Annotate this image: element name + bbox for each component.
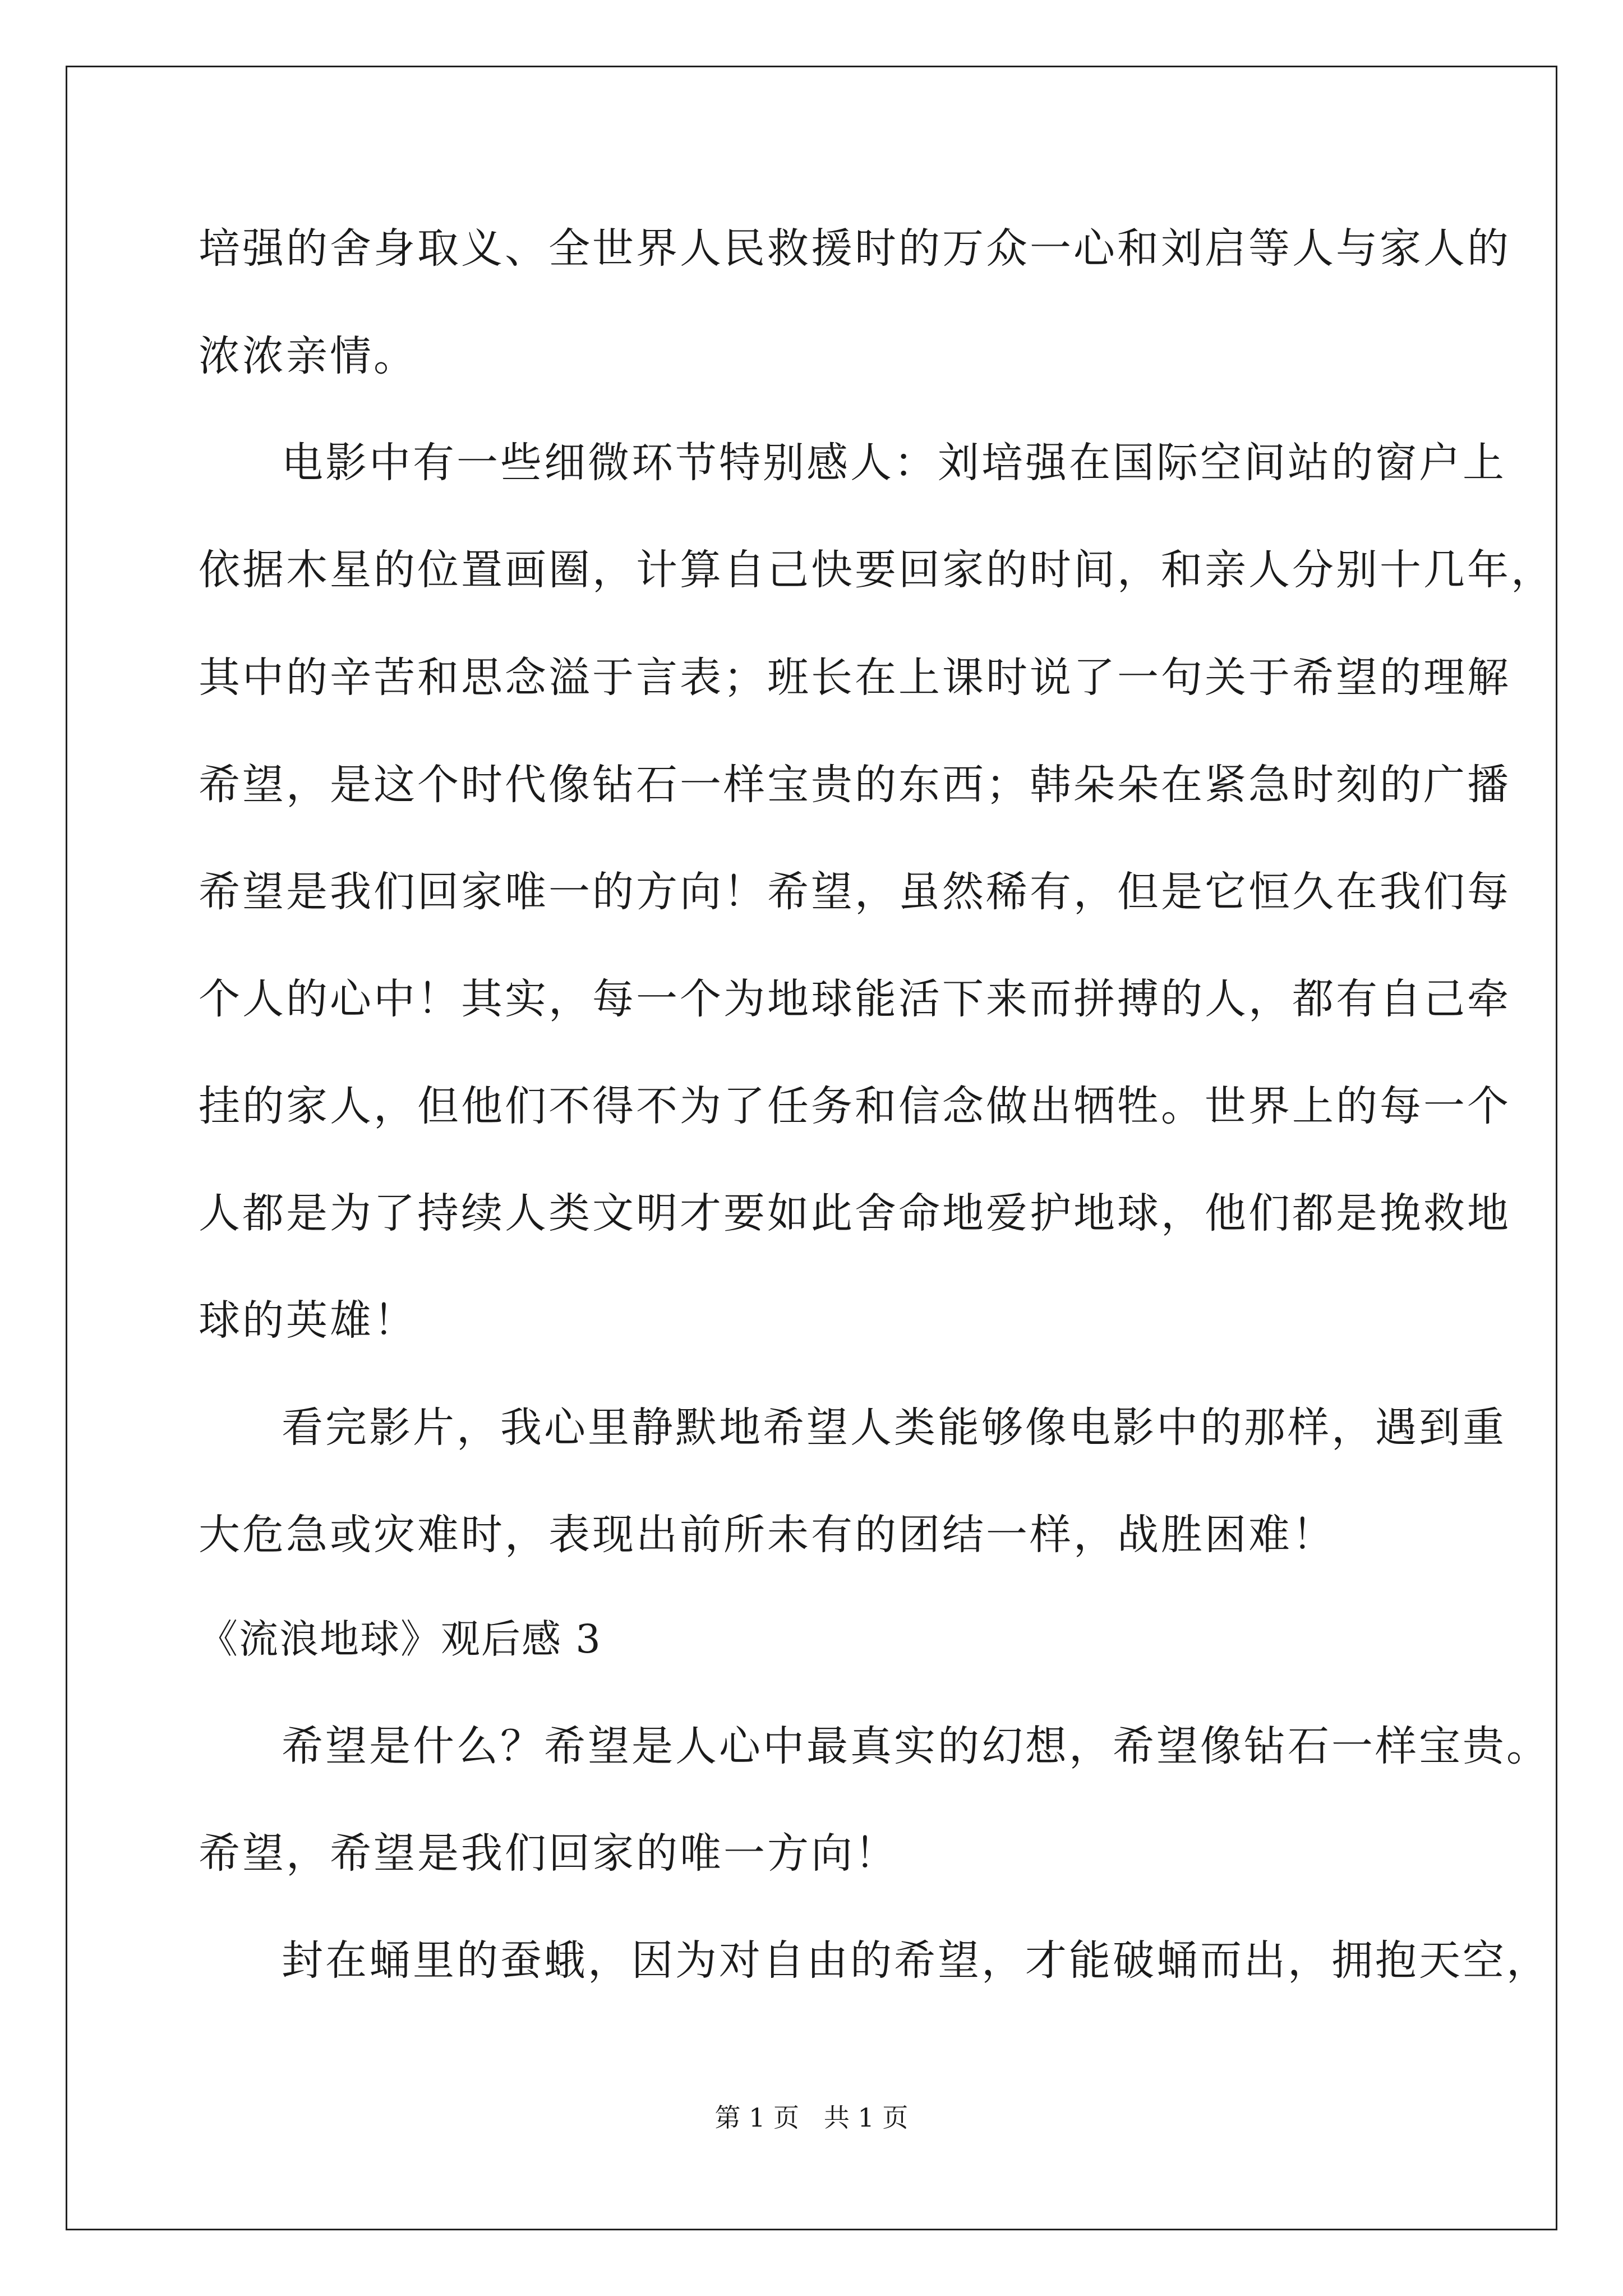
text-line: 希望，是这个时代像钻石一样宝贵的东西；韩朵朵在紧急时刻的广播	[199, 761, 1511, 809]
text-line: 培强的舍身取义、全世界人民救援时的万众一心和刘启等人与家人的	[199, 224, 1511, 273]
paragraph-first-line: 电影中有一些细微环节特别感人：刘培强在国际空间站的窗户上	[282, 439, 1506, 487]
paragraph-first-line: 封在蛹里的蚕蛾，因为对自由的希望，才能破蛹而出，拥抱天空，	[282, 1936, 1550, 1985]
text-line: 浓浓亲情。	[199, 332, 417, 380]
text-line: 人都是为了持续人类文明才要如此舍命地爱护地球，他们都是挽救地	[199, 1189, 1511, 1237]
text-line: 大危急或灾难时，表现出前所未有的团结一样，战胜困难！	[199, 1511, 1336, 1559]
text-line: 希望是我们回家唯一的方向！希望，虽然稀有，但是它恒久在我们每	[199, 868, 1511, 916]
text-line: 希望，希望是我们回家的唯一方向！	[199, 1829, 898, 1878]
text-line: 个人的心中！其实，每一个为地球能活下来而拼搏的人，都有自己牵	[199, 975, 1511, 1023]
section-heading: 《流浪地球》观后感 3	[199, 1616, 602, 1662]
paragraph-first-line: 希望是什么？希望是人心中最真实的幻想，希望像钻石一样宝贵。	[282, 1722, 1550, 1770]
text-line: 球的英雄！	[199, 1296, 417, 1345]
text-line: 依据木星的位置画圈，计算自己快要回家的时间，和亲人分别十几年，	[199, 546, 1555, 594]
text-line: 挂的家人，但他们不得不为了任务和信念做出牺牲。世界上的每一个	[199, 1082, 1511, 1130]
page-border	[66, 66, 1557, 2230]
page-number-footer: 第 1 页 共 1 页	[714, 2102, 909, 2133]
text-line: 其中的辛苦和思念溢于言表；班长在上课时说了一句关于希望的理解	[199, 654, 1511, 702]
paragraph-first-line: 看完影片，我心里静默地希望人类能够像电影中的那样，遇到重	[282, 1404, 1506, 1452]
